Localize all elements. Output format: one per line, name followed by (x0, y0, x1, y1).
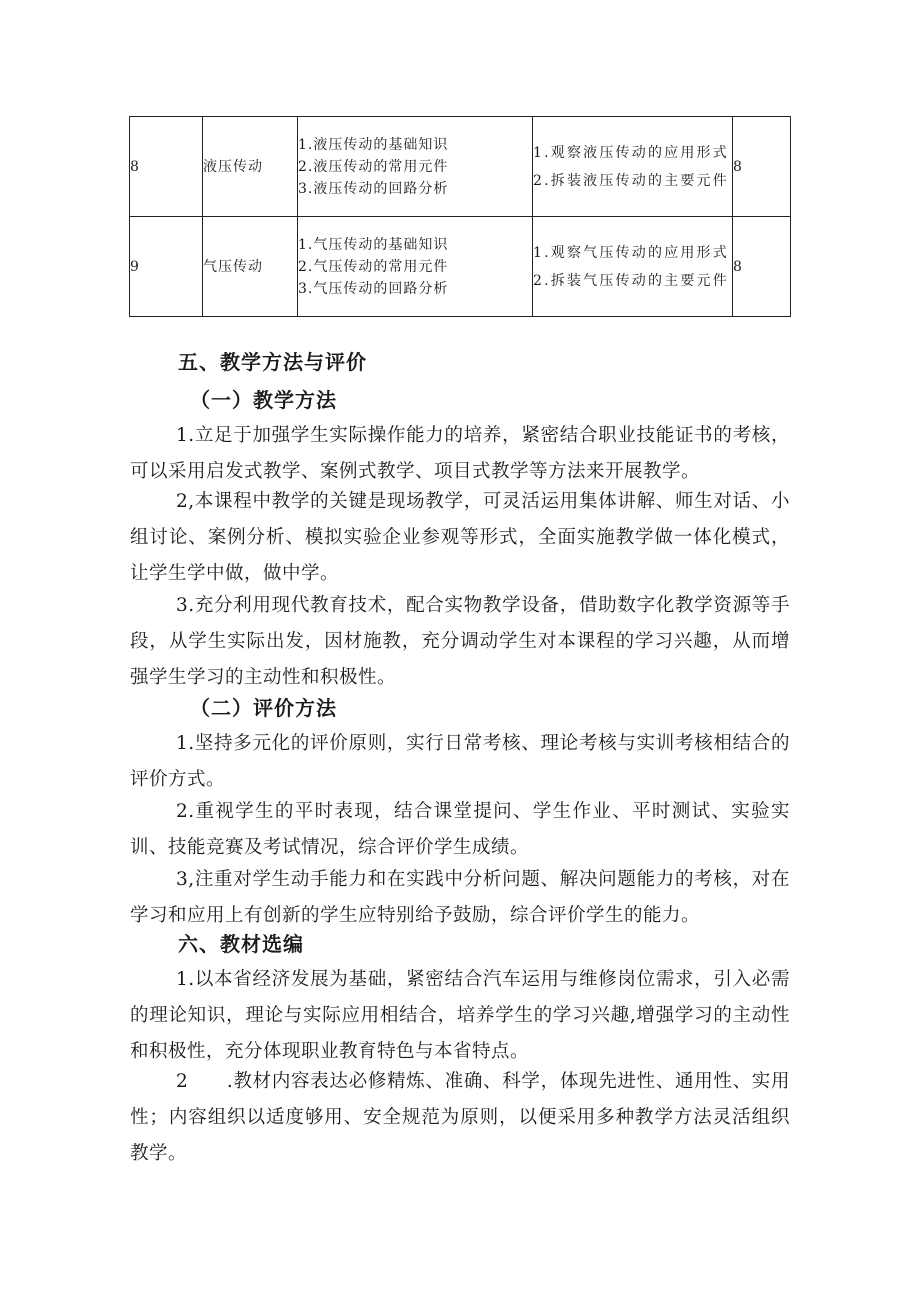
paragraph: 2 .教材内容表达必修精炼、准确、科学，体现先进性、通用性、实用性；内容组织以适度够用、安全规范为原则，以便采用多种教学方法灵活组织教学。 (130, 1071, 790, 1164)
section-heading-5: 五、教学方法与评价 (178, 350, 367, 374)
paragraph: 2,本课程中教学的关键是现场教学，可灵活运用集体讲解、师生对话、小组讨论、案例分析、模拟实验企业参观等形式，全面实施教学做一体化模式，让学生学中做，做中学。 (130, 491, 790, 584)
content-item: 1.气压传动的基础知识 (298, 236, 449, 253)
module-name: 气压传动 (203, 217, 298, 317)
practice-item: 2.拆装液压传动的主要元件 (533, 172, 729, 189)
content-list (298, 217, 533, 317)
paragraph: 3.充分利用现代教育技术，配合实物教学设备，借助数字化教学资源等手段，从学生实际出发，因材施教，充分调动学生对本课程的学习兴趣，从而增强学生学习的主动性和积极性。 (130, 595, 790, 688)
practice-item: 1.观察液压传动的应用形式 (533, 144, 729, 161)
content-item: 2.气压传动的常用元件 (298, 258, 449, 275)
table-row (130, 117, 791, 217)
practice-list (533, 217, 733, 317)
practice-item: 2.拆装气压传动的主要元件 (533, 272, 729, 289)
paragraph: 1.坚持多元化的评价原则，实行日常考核、理论考核与实训考核相结合的评价方式。 (130, 733, 790, 790)
sub-heading-evaluation-methods: （二）评价方法 (190, 696, 337, 720)
content-item: 2.液压传动的常用元件 (298, 158, 449, 175)
paragraph: 3,注重对学生动手能力和在实践中分析问题、解决问题能力的考核，对在学习和应用上有创新的学生应特别给予鼓励，综合评价学生的能力。 (130, 869, 790, 926)
hours: 8 (733, 117, 791, 217)
section-heading-6: 六、教材选编 (178, 932, 304, 956)
content-item: 1.液压传动的基础知识 (298, 136, 449, 153)
practice-list (533, 117, 733, 217)
practice-item: 1.观察气压传动的应用形式 (533, 244, 729, 261)
paragraph: 1.立足于加强学生实际操作能力的培养，紧密结合职业技能证书的考核，可以采用启发式教学、案例式教学、项目式教学等方法来开展教学。 (130, 425, 790, 482)
paragraph: 2.重视学生的平时表现，结合课堂提问、学生作业、平时测试、实验实训、技能竞赛及考试情况，综合评价学生成绩。 (130, 801, 790, 858)
curriculum-table (129, 116, 791, 317)
row-number: 8 (130, 117, 203, 217)
content-list (298, 117, 533, 217)
hours: 8 (733, 217, 791, 317)
paragraph: 1.以本省经济发展为基础，紧密结合汽车运用与维修岗位需求，引入必需的理论知识，理论与实际应用相结合，培养学生的学习兴趣,增强学习的主动性和积极性，充分体现职业教育特色与本省特点。 (130, 969, 790, 1062)
content-item: 3.液压传动的回路分析 (298, 180, 449, 197)
content-item: 3.气压传动的回路分析 (298, 280, 449, 297)
sub-heading-teaching-methods: （一）教学方法 (190, 388, 337, 412)
table-row (130, 217, 791, 317)
module-name: 液压传动 (203, 117, 298, 217)
row-number: 9 (130, 217, 203, 317)
